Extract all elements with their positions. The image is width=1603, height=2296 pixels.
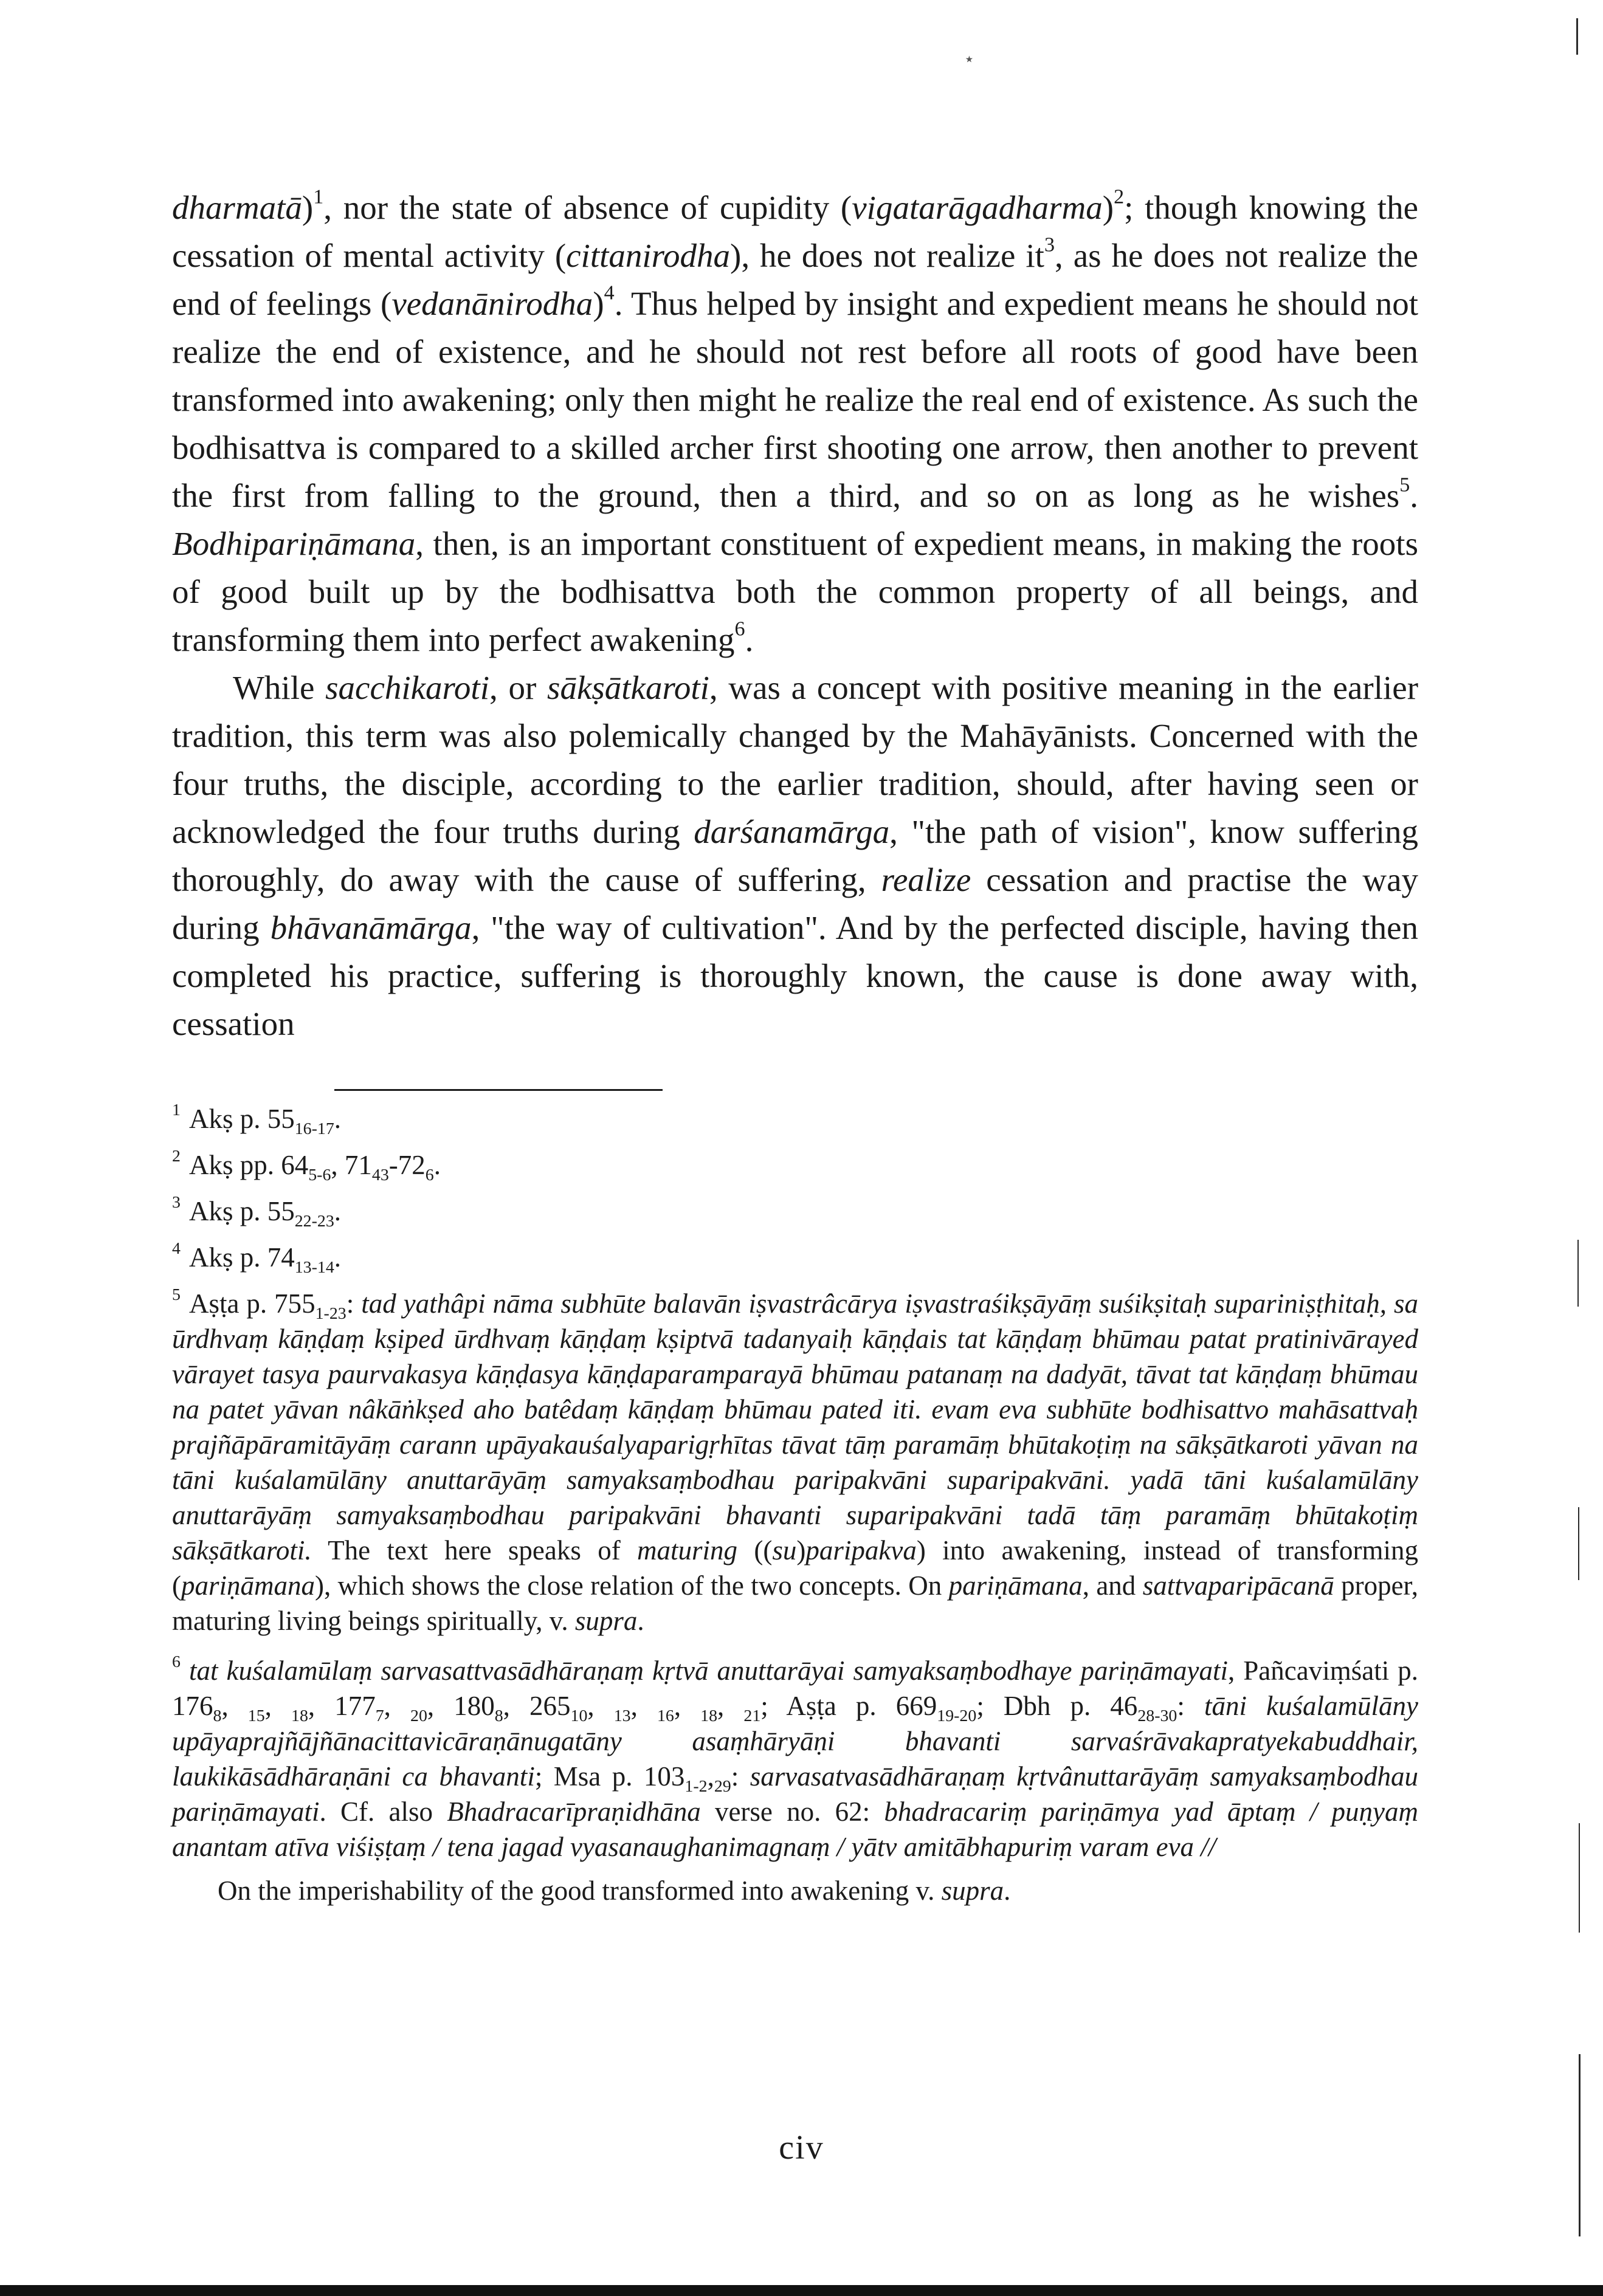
- body-paragraph-1: dharmatā)$^1$, nor the state of absence of cupidity (vigatarāgadharma)$^2$; though knowing the cessation of mental activity (cittanirodha), he does not realize $it^3$, as he does not realize the end of feelings (vedanānirodha)$^4$. Thus helped by insight and expedient means he should not realize the end of existence, and he should not rest before all roots of good have been transformed into awakening; only then might he realize the real end of existence. As such the bodhisattva is compared to a skilled archer first shooting one arrow, then another to prevent the first from falling to the ground, then a third, and so on as long as he wishes$^5$. Bodhipariṇāmana, then, is an important constituent of expedient means, in making the roots of good built up by the bodhisattva both the common property of all beings, and transforming them into perfect awakening$^6$.: [172, 185, 1419, 658]
- scan-edge-mark: [1578, 1507, 1579, 1580]
- body-paragraph-2: While sacchikaroti, or sākṣātkaroti, was a concept with positive meaning in the earlier tradition, this term was also polemically changed by the Mahāyānists. Concerned with the four truths, the disciple, according to the earlier tradition, should, after having seen or acknowledged the four truths during darśanamārga, "the path of vision", know suffering thoroughly, do away with the cause of suffering, realize cessation and practise the way during bhāvanāmārga, "the way of cultivation". And by the perfected disciple, having then completed his practice, suffering is thoroughly known, the cause is done away with, cessation: [172, 669, 1419, 1042]
- footnote-text: Aṣṭa p. $755_{1-23}$: tad yathâpi nāma subhūte balavān iṣvastrâcārya iṣvastraśikṣāyāṃ suśikṣitaḥ supariniṣṭhitaḥ, sa ūrdhvaṃ kāṇḍaṃ kṣiped ūrdhvaṃ kāṇḍaṃ kṣiptvā tadanyaiḥ kāṇḍais tat kāṇḍaṃ bhūmau patat pratinivārayed vārayet tasya paurvakasya kāṇḍasya kāṇḍaparamparayā bhūmau patanaṃ na dadyāt, tāvat tat kāṇḍaṃ bhūmau na patet yāvan nâkāṅkṣed aho batêdaṃ kāṇḍaṃ bhūmau pated iti. evam eva subhūte bodhisattvo mahāsattvaḥ prajñāpāramitāyāṃ carann upāyakauśalyaparigṛhītas tāvat tāṃ paramāṃ bhūtakoṭiṃ na sākṣātkaroti yāvan na tāni kuśalamūlāny anuttarāyāṃ samyaksaṃbodhau paripakvāni suparipakvāni. yadā tāni kuśalamūlāny anuttarāyāṃ samyaksaṃbodhau paripakvāni bhavanti suparipakvāni tadā tāṃ paramāṃ bhūtakoṭiṃ sākṣātkaroti. The text here speaks of maturing ((su)paripakva) into awakening, instead of transforming (pariṇāmana), which shows the close relation of the two concepts. On pariṇāmana, and sattvaparipācanā proper, maturing living beings spiritually, v. supra.: [172, 1288, 1418, 1636]
- footnote-separator-rule: [334, 1089, 663, 1091]
- footnote-number: 2: [172, 1147, 181, 1166]
- footnote-1: [172, 1101, 1418, 1136]
- footnote-text: Akṣ p. $55_{22-23}$.: [188, 1196, 342, 1231]
- footnote-2: [172, 1147, 1418, 1183]
- footnote-number: 1: [172, 1101, 181, 1120]
- footnote-text: Akṣ pp. $64_{5-6}$, $71_{43}-72_6$.: [188, 1150, 441, 1184]
- scan-edge-mark: [1576, 18, 1578, 55]
- footnote-number: 3: [172, 1193, 181, 1212]
- scan-edge-mark: [1579, 1823, 1580, 1933]
- footnote-5: [172, 1286, 1418, 1638]
- footnote-4: [172, 1240, 1418, 1275]
- scan-edge-mark: [1577, 1240, 1579, 1307]
- footnote-6-continuation: On the imperishability of the good transformed into awakening v. supra.: [218, 1875, 1011, 1906]
- scan-bottom-edge: [0, 2285, 1603, 2296]
- scan-speck: ⋆: [964, 49, 975, 69]
- footnote-text: Akṣ p. $55_{16-17}$.: [188, 1104, 342, 1138]
- footnote-number: 5: [172, 1285, 181, 1305]
- footnote-text: Akṣ p. $74_{13-14}$.: [188, 1242, 342, 1277]
- scan-edge-mark: [1579, 2054, 1581, 2236]
- footnote-number: 6: [172, 1652, 181, 1672]
- main-text: [172, 184, 1418, 1048]
- footnote-number: 4: [172, 1239, 181, 1259]
- footnote-text: tat kuśalamūlaṃ sarvasattvasādhāraṇaṃ kṛtvā anuttarāyai samyaksaṃbodhaye pariṇāmayati, Pañcaviṃśati p. $176_8$, $_{15}$, $_{18}$, $177_7$, $_{20}$, $180_8$, $265_{10}$, $_{13}$, $_{16}$, $_{18}$, $_{21}$; Aṣṭa p. $669_{19-20}$; Dbh p. $46_{28-30}$: tāni kuśalamūlāny upāyaprajñājñānacittavicāraṇānugatāny asaṃhāryāṇi bhavanti sarvaśrāvakapratyekabuddhair, laukikāsādhāraṇāni ca bhavanti; Msa p. $103_{1-2},_{29}$: sarvasatvasādhāraṇaṃ kṛtvânuttarāyāṃ samyaksaṃbodhau pariṇāmayati. Cf. also Bhadracarīpraṇidhāna verse no. 62: bhadracariṃ pariṇāmya yad āptaṃ / puṇyaṃ anantam atīva viśiṣṭaṃ / tena jagad vyasanaughanimagnaṃ / yātv amitābhapuriṃ varam eva //: [172, 1655, 1419, 1862]
- footnote-6: [172, 1653, 1418, 1865]
- page-number: civ: [779, 2129, 824, 2167]
- footnotes: [172, 1101, 1418, 1923]
- footnote-3: [172, 1194, 1418, 1229]
